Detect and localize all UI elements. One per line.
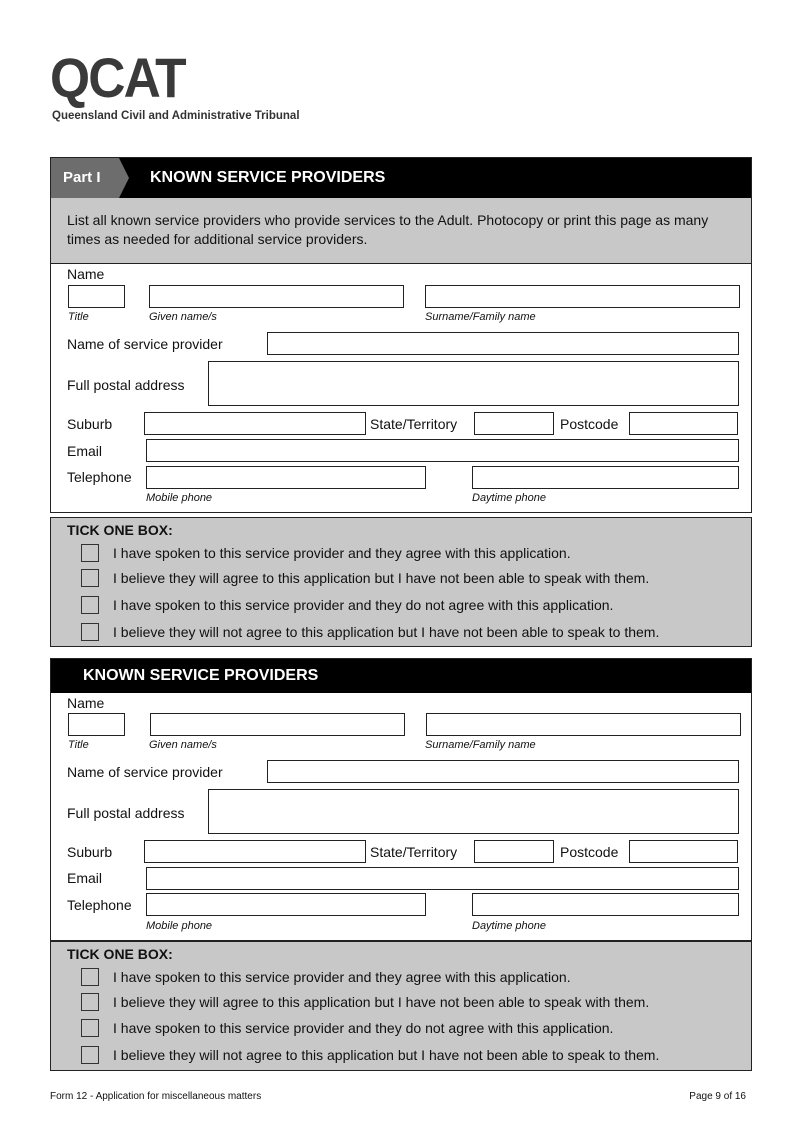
tick-option-text: I believe they will not agree to this application but I have not been able to speak to them. — [113, 624, 660, 640]
name-label: Name — [67, 695, 105, 711]
email-label: Email — [67, 443, 103, 459]
suburb-label: Suburb — [67, 844, 113, 860]
tick-option-text: I believe they will agree to this application but I have not been able to speak with them. — [113, 994, 650, 1010]
given-names-caption: Given name/s — [149, 739, 217, 751]
title-field[interactable] — [68, 285, 125, 308]
checkbox[interactable] — [81, 968, 99, 986]
section-title: KNOWN SERVICE PROVIDERS — [83, 667, 319, 684]
title-field[interactable] — [68, 713, 125, 736]
given-names-field[interactable] — [150, 713, 405, 736]
tick-box-section-2 — [50, 941, 752, 1071]
checkbox[interactable] — [81, 596, 99, 614]
service-provider-section-1 — [50, 157, 752, 513]
tick-option-text: I have spoken to this service provider and they agree with this application. — [113, 545, 571, 561]
state-field[interactable] — [474, 840, 554, 863]
checkbox[interactable] — [81, 1019, 99, 1037]
part-label: Part I — [51, 158, 119, 198]
email-field[interactable] — [146, 439, 739, 462]
mobile-phone-field[interactable] — [146, 893, 426, 916]
postcode-label: Postcode — [560, 844, 619, 860]
postal-address-field[interactable] — [208, 361, 739, 406]
checkbox[interactable] — [81, 993, 99, 1011]
given-names-field[interactable] — [149, 285, 404, 308]
postcode-field[interactable] — [629, 840, 738, 863]
mobile-phone-caption: Mobile phone — [146, 920, 213, 932]
postal-address-field[interactable] — [208, 789, 739, 834]
surname-field[interactable] — [426, 713, 741, 736]
title-caption: Title — [68, 739, 89, 751]
name-label: Name — [67, 266, 105, 282]
mobile-phone-field[interactable] — [146, 466, 426, 489]
checkbox[interactable] — [81, 569, 99, 587]
email-field[interactable] — [146, 867, 739, 890]
tick-title: TICK ONE BOX: — [67, 946, 173, 962]
postal-address-label: Full postal address — [67, 805, 185, 821]
qcat-logo: QCAT — [50, 46, 185, 109]
section-header — [51, 158, 751, 198]
tick-option-text: I have spoken to this service provider and they do not agree with this application. — [113, 597, 614, 613]
checkbox[interactable] — [81, 1046, 99, 1064]
telephone-label: Telephone — [67, 469, 132, 485]
telephone-label: Telephone — [67, 897, 132, 913]
suburb-label: Suburb — [67, 416, 113, 432]
tribunal-name: Queensland Civil and Administrative Tribunal — [52, 110, 300, 122]
section-header — [51, 659, 751, 693]
daytime-phone-field[interactable] — [472, 466, 739, 489]
tick-option-text: I believe they will not agree to this application but I have not been able to speak to them. — [113, 1047, 660, 1063]
service-provider-section-2 — [50, 658, 752, 941]
surname-caption: Surname/Family name — [425, 311, 536, 323]
checkbox[interactable] — [81, 623, 99, 641]
surname-field[interactable] — [425, 285, 740, 308]
tick-option-text: I have spoken to this service provider and they do not agree with this application. — [113, 1020, 614, 1036]
daytime-phone-field[interactable] — [472, 893, 739, 916]
postcode-label: Postcode — [560, 416, 619, 432]
tick-option-text: I believe they will agree to this application but I have not been able to speak with them. — [113, 570, 650, 586]
suburb-field[interactable] — [144, 840, 366, 863]
suburb-field[interactable] — [144, 412, 366, 435]
footer-page-number: Page 9 of 16 — [689, 1091, 746, 1102]
tick-box-section-1 — [50, 517, 752, 647]
state-label: State/Territory — [370, 844, 458, 860]
state-label: State/Territory — [370, 416, 458, 432]
daytime-phone-caption: Daytime phone — [472, 920, 546, 932]
provider-name-field[interactable] — [267, 332, 739, 355]
postcode-field[interactable] — [629, 412, 738, 435]
provider-name-label: Name of service provider — [67, 764, 223, 780]
section-title: KNOWN SERVICE PROVIDERS — [150, 169, 386, 186]
postal-address-label: Full postal address — [67, 377, 185, 393]
footer-form-name: Form 12 - Application for miscellaneous matters — [50, 1091, 262, 1102]
provider-name-label: Name of service provider — [67, 336, 223, 352]
provider-name-field[interactable] — [267, 760, 739, 783]
section-instructions: List all known service providers who provide services to the Adult. Photocopy or print this page as many times as needed for additional service providers. — [51, 198, 751, 264]
tick-title: TICK ONE BOX: — [67, 522, 173, 538]
given-names-caption: Given name/s — [149, 311, 217, 323]
mobile-phone-caption: Mobile phone — [146, 492, 213, 504]
surname-caption: Surname/Family name — [425, 739, 536, 751]
daytime-phone-caption: Daytime phone — [472, 492, 546, 504]
state-field[interactable] — [474, 412, 554, 435]
title-caption: Title — [68, 311, 89, 323]
part-arrow-shape — [119, 158, 129, 198]
tick-option-text: I have spoken to this service provider and they agree with this application. — [113, 969, 571, 985]
email-label: Email — [67, 870, 103, 886]
checkbox[interactable] — [81, 544, 99, 562]
